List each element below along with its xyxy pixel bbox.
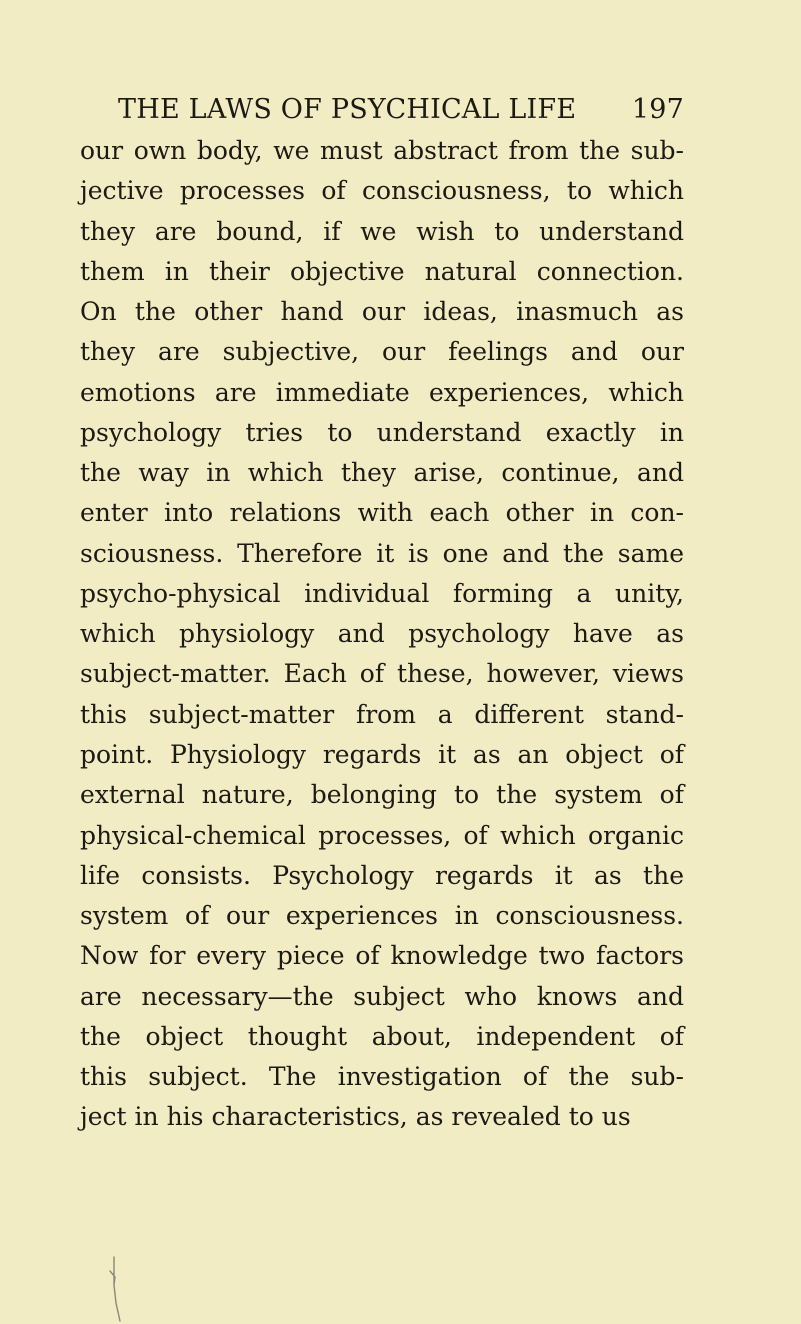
text-line: they are subjective, our feelings and our bbox=[80, 337, 684, 367]
text-line: system of our experiences in consciousness. bbox=[80, 901, 684, 931]
text-line: which physiology and psychology have as bbox=[80, 619, 684, 649]
text-line: are necessary—the subject who knows and bbox=[80, 981, 684, 1011]
text-line: jective processes of consciousness, to which bbox=[80, 176, 684, 206]
text-line: physical-chemical processes, of which organic bbox=[80, 820, 684, 850]
text-line: psychology tries to understand exactly in bbox=[80, 417, 684, 447]
text-line: external nature, belonging to the system of bbox=[80, 780, 684, 810]
running-head bbox=[118, 90, 684, 130]
margin-pencil-mark bbox=[90, 1255, 130, 1324]
text-line: Now for every piece of knowledge two factors bbox=[80, 941, 684, 971]
text-line: they are bound, if we wish to understand bbox=[80, 216, 684, 246]
text-line: sciousness. Therefore it is one and the same bbox=[80, 538, 684, 568]
page-number: 197 bbox=[631, 94, 684, 125]
text-line: subject-matter. Each of these, however, views bbox=[80, 659, 684, 689]
text-line: point. Physiology regards it as an object of bbox=[80, 739, 684, 769]
text-line: life consists. Psychology regards it as the bbox=[80, 860, 684, 890]
text-line: psycho-physical individual forming a unity, bbox=[80, 578, 684, 608]
text-line: our own body, we must abstract from the sub- bbox=[80, 136, 684, 165]
text-line: this subject. The investigation of the sub- bbox=[80, 1062, 684, 1092]
text-line: emotions are immediate experiences, which bbox=[80, 377, 684, 407]
text-line: On the other hand our ideas, inasmuch as bbox=[80, 297, 684, 327]
text-line: ject in his characteristics, as revealed to us bbox=[80, 1102, 631, 1132]
text-line: the way in which they arise, continue, and bbox=[80, 458, 684, 488]
text-line: this subject-matter from a different stand- bbox=[80, 699, 684, 729]
running-head-title: THE LAWS OF PSYCHICAL LIFE bbox=[118, 94, 577, 125]
text-line: enter into relations with each other in con- bbox=[80, 498, 684, 528]
text-line: the object thought about, independent of bbox=[80, 1021, 684, 1051]
text-line: them in their objective natural connection. bbox=[80, 256, 684, 286]
body-text bbox=[80, 131, 684, 1138]
